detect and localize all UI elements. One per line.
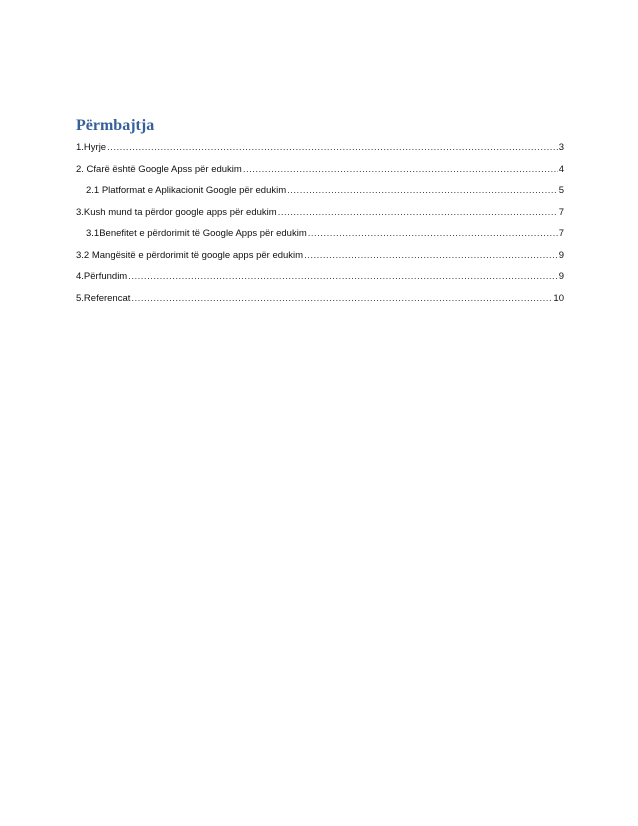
- toc-entry-label: 3.1Benefitet e përdorimit të Google Apps për edukim: [86, 228, 307, 239]
- toc-dot-leader: [107, 142, 558, 154]
- toc-page-number: 3: [558, 142, 564, 153]
- toc-page-number: 9: [558, 249, 564, 261]
- toc-dot-leader: [278, 207, 558, 219]
- toc-entry-mangesite[interactable]: [76, 250, 564, 272]
- toc-entry-platformat[interactable]: [76, 185, 564, 207]
- toc-entry-label: 2.1 Platformat e Aplikacionit Google për edukim: [86, 185, 287, 196]
- toc-page-number: 5: [558, 185, 564, 196]
- toc-page-number: 7: [558, 228, 564, 239]
- toc-entry-hyrje[interactable]: [76, 142, 564, 164]
- toc-dot-leader: [287, 185, 558, 197]
- toc-entry-benefitet[interactable]: [76, 228, 564, 250]
- toc-page-number: 4: [558, 163, 564, 175]
- toc-dot-leader: [131, 293, 552, 305]
- toc-dot-leader: [308, 228, 558, 240]
- toc-entry-kush-mund[interactable]: [76, 207, 564, 229]
- toc-page-number: 9: [558, 271, 564, 282]
- toc-entry-label: 3.Kush mund ta përdor google apps për edukim: [76, 206, 277, 218]
- toc-entry-cfare-eshte[interactable]: [76, 164, 564, 186]
- toc-entry-perfundim[interactable]: [76, 271, 564, 293]
- toc-page-number: 10: [553, 292, 564, 304]
- toc-dot-leader: [128, 271, 557, 283]
- table-of-contents: [76, 116, 564, 314]
- toc-entry-referencat[interactable]: [76, 293, 564, 315]
- toc-entry-label: 3.2 Mangësitë e përdorimit të google apps për edukim: [76, 249, 304, 261]
- toc-dot-leader: [243, 164, 558, 176]
- toc-entry-label: 1.Hyrje: [76, 142, 107, 153]
- toc-entry-label: 5.Referencat: [76, 292, 131, 304]
- toc-title: Përmbajtja: [76, 117, 155, 134]
- toc-entry-label: 4.Përfundim: [76, 271, 128, 282]
- toc-entry-label: 2. Cfarë është Google Apss për edukim: [76, 163, 242, 175]
- toc-page-number: 7: [558, 206, 564, 218]
- toc-dot-leader: [304, 250, 558, 262]
